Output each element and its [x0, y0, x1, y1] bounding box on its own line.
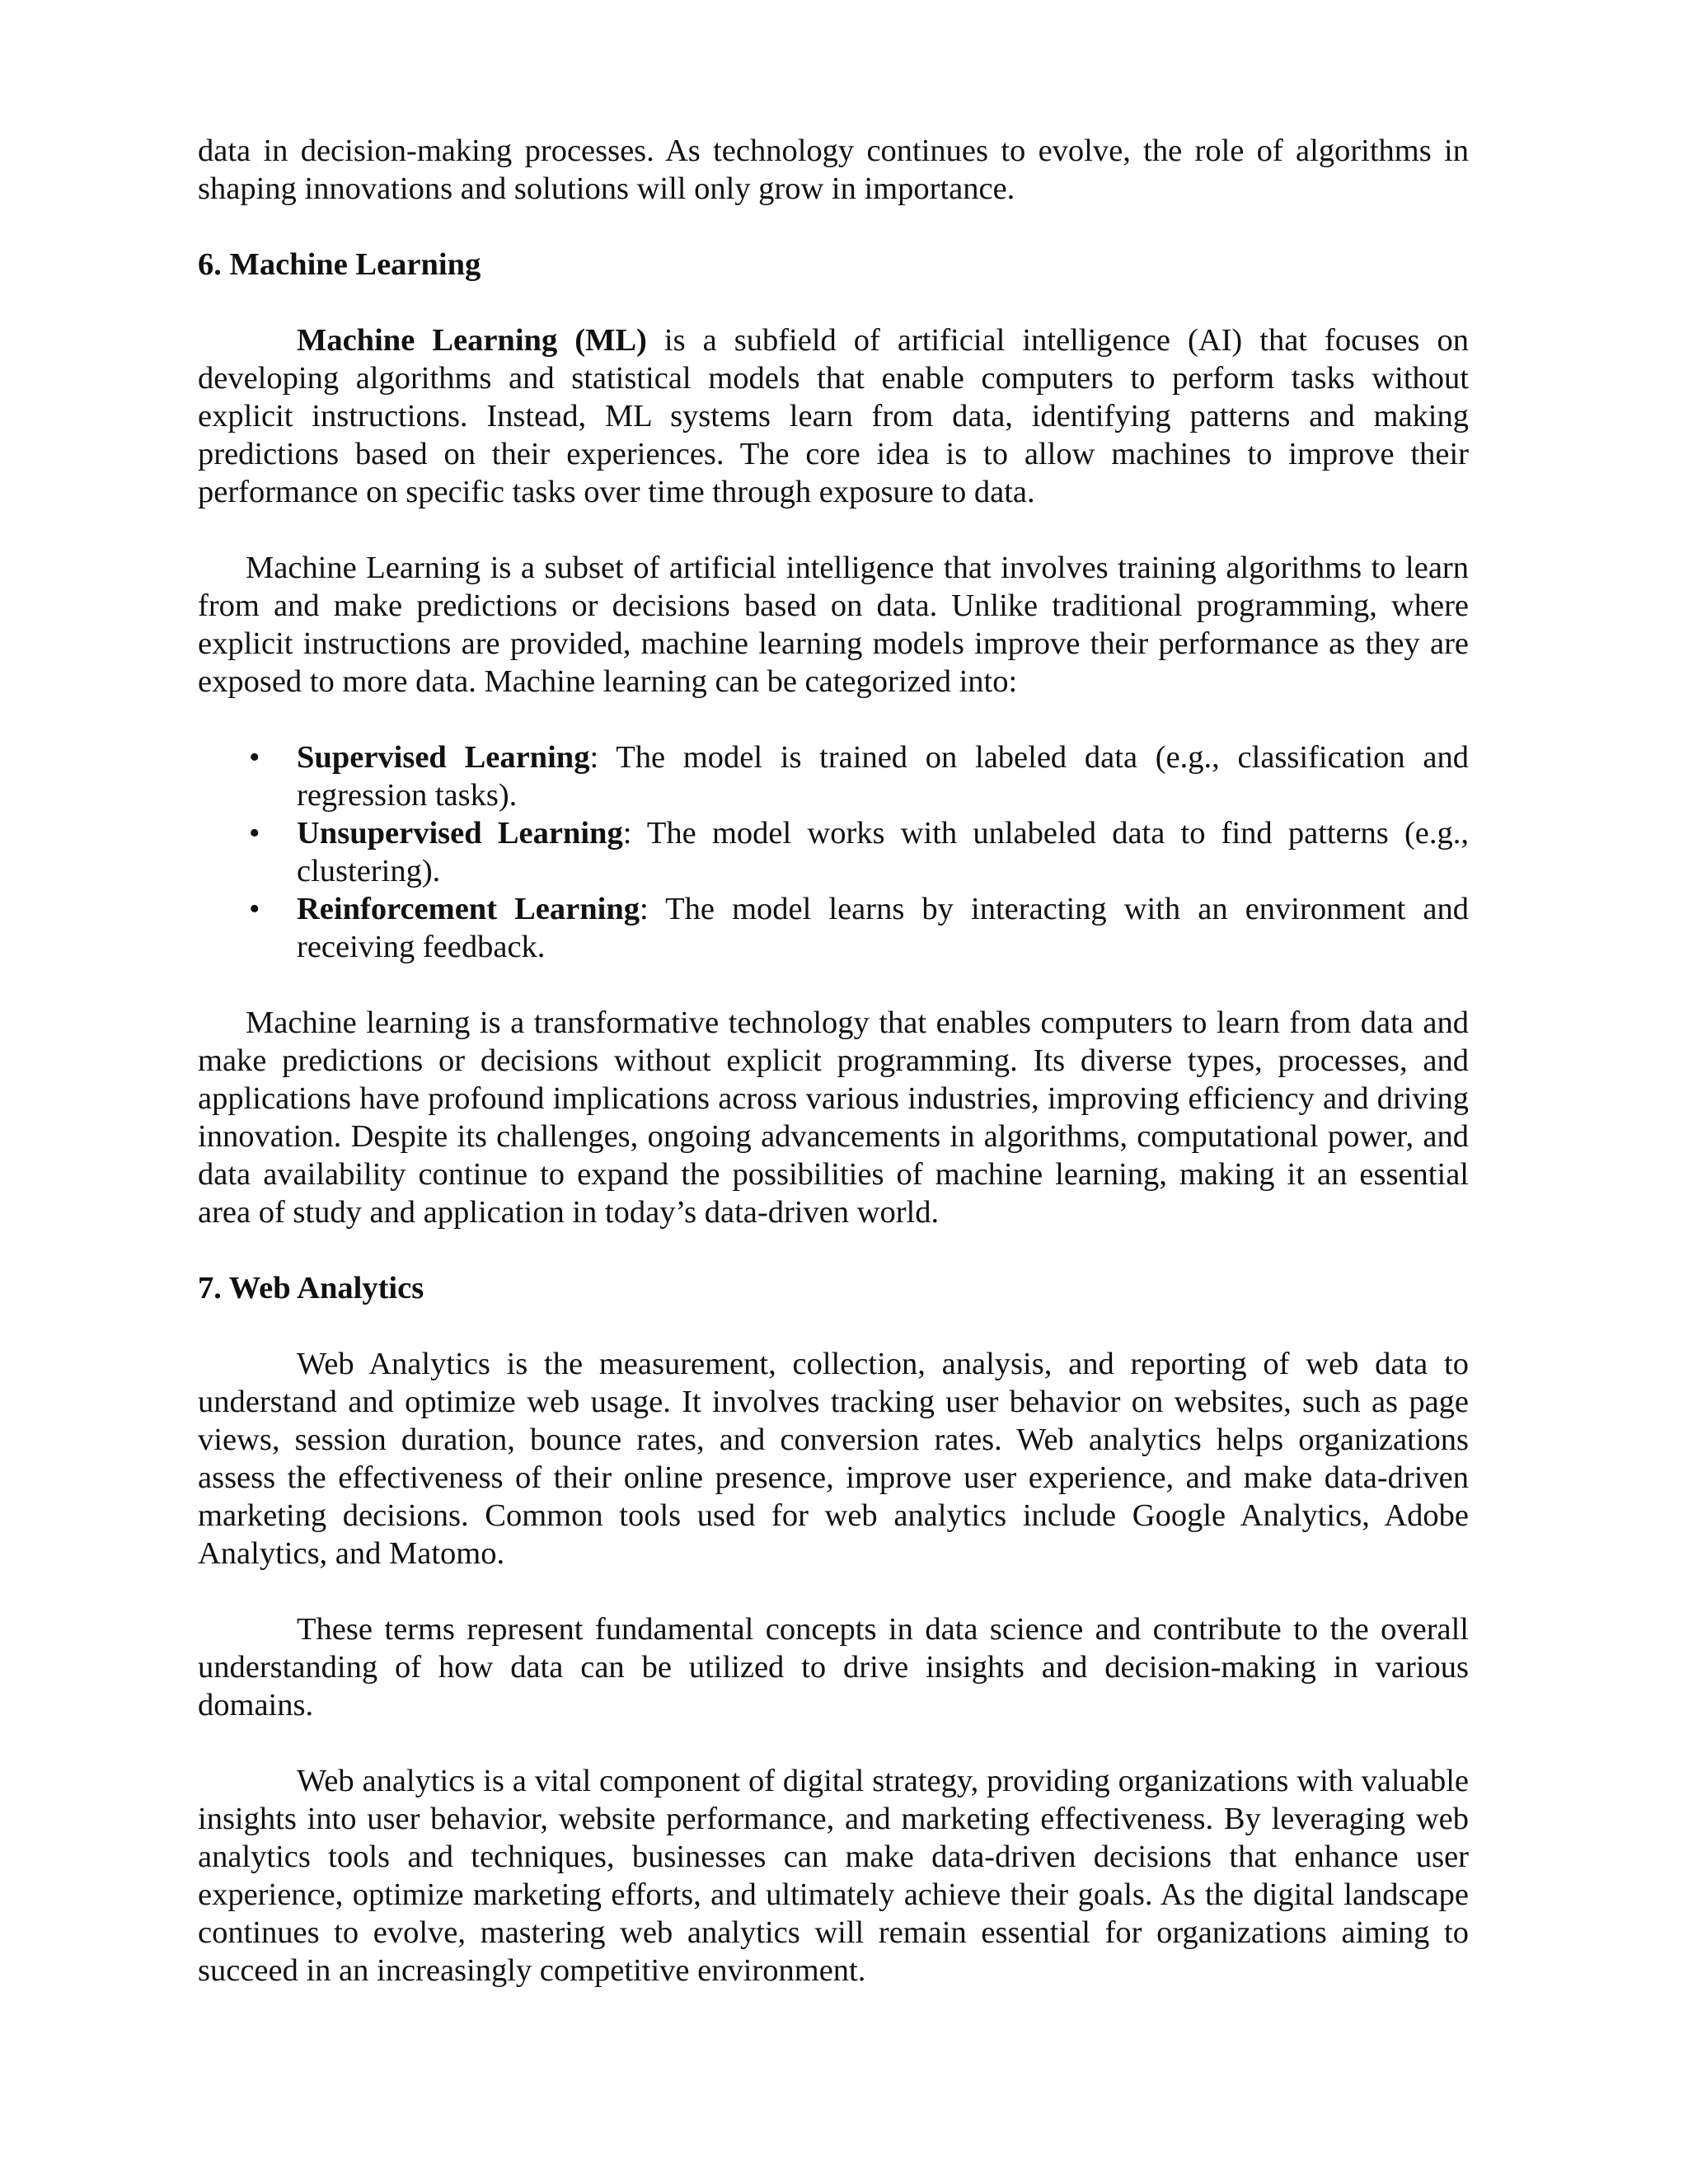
bullet-icon: • — [249, 740, 260, 775]
bullet-term: Reinforcement Learning — [297, 892, 640, 926]
web-conclusion-paragraph: Web analytics is a vital component of digital strategy, providing organizations with valuable insights into user behavior, website performance, and marketing effectiveness. By leveraging web analytics tools and techniques, businesses can make data-driven decisions that enhance user experience, optimize marketing efforts, and ultimately achieve their goals. As the digital landscape continues to evolve, mastering web analytics will remain essential for organizations aiming to succeed in an increasingly competitive environment. — [198, 1764, 1469, 1988]
ml-categories-list — [198, 738, 1469, 966]
ml-definition-text: is a subfield of artificial intelligence (AI) that focuses on developing algorithms and statistical models that enable computers to perform tasks without explicit instructions. Instead, ML systems learn from data, identifying patterns and making predictions based on their experiences. The core idea is to allow machines to improve their performance on specific tasks over time through exposure to data. — [198, 323, 1469, 509]
list-item-unsupervised — [198, 814, 1469, 890]
ml-term-bold: Machine Learning (ML) — [297, 323, 647, 358]
bullet-description: : The model works with unlabeled data to find patterns (e.g., clustering). — [297, 816, 1469, 888]
terms-summary-paragraph: These terms represent fundamental concepts in data science and contribute to the overall understanding of how data can be utilized to drive insights and decision-making in various domains. — [198, 1612, 1469, 1722]
document-page — [198, 132, 1469, 1990]
ml-summary-paragraph: Machine learning is a transformative technology that enables computers to learn from data and make predictions or decisions without explicit programming. Its diverse types, processes, and applications have profound implications across various industries, improving efficiency and driving innovation. Despite its challenges, ongoing advancements in algorithms, computational power, and data availability continue to expand the possibilities of machine learning, making it an essential area of study and application in today’s data-driven world. — [198, 1005, 1469, 1230]
bullet-icon: • — [249, 816, 260, 851]
section-heading-web-analytics: 7. Web Analytics — [198, 1271, 424, 1305]
bullet-icon: • — [249, 892, 260, 926]
bullet-description: : The model learns by interacting with an environment and receiving feedback. — [297, 892, 1469, 964]
bullet-term: Supervised Learning — [297, 740, 590, 775]
section-heading-machine-learning: 6. Machine Learning — [198, 247, 481, 282]
list-item-reinforcement — [198, 890, 1469, 966]
bullet-description: : The model is trained on labeled data (e.g., classification and regression tasks). — [297, 740, 1469, 813]
intro-paragraph: data in decision-making processes. As technology continues to evolve, the role of algorithms in shaping innovations and solutions will only grow in importance. — [198, 134, 1469, 206]
ml-definition-paragraph — [198, 321, 1469, 511]
list-item-supervised — [198, 738, 1469, 814]
bullet-term: Unsupervised Learning — [297, 816, 623, 851]
web-definition-paragraph: Web Analytics is the measurement, collection, analysis, and reporting of web data to understand and optimize web usage. It involves tracking user behavior on websites, such as page views, session duration, bounce rates, and conversion rates. Web analytics helps organizations assess the effectiveness of their online presence, improve user experience, and make data-driven marketing decisions. Common tools used for web analytics include Google Analytics, Adobe Analytics, and Matomo. — [198, 1347, 1469, 1571]
ml-subset-paragraph: Machine Learning is a subset of artificial intelligence that involves training algorithms to learn from and make predictions or decisions based on data. Unlike traditional programming, where explicit instructions are provided, machine learning models improve their performance as they are exposed to more data. Machine learning can be categorized into: — [198, 551, 1469, 699]
